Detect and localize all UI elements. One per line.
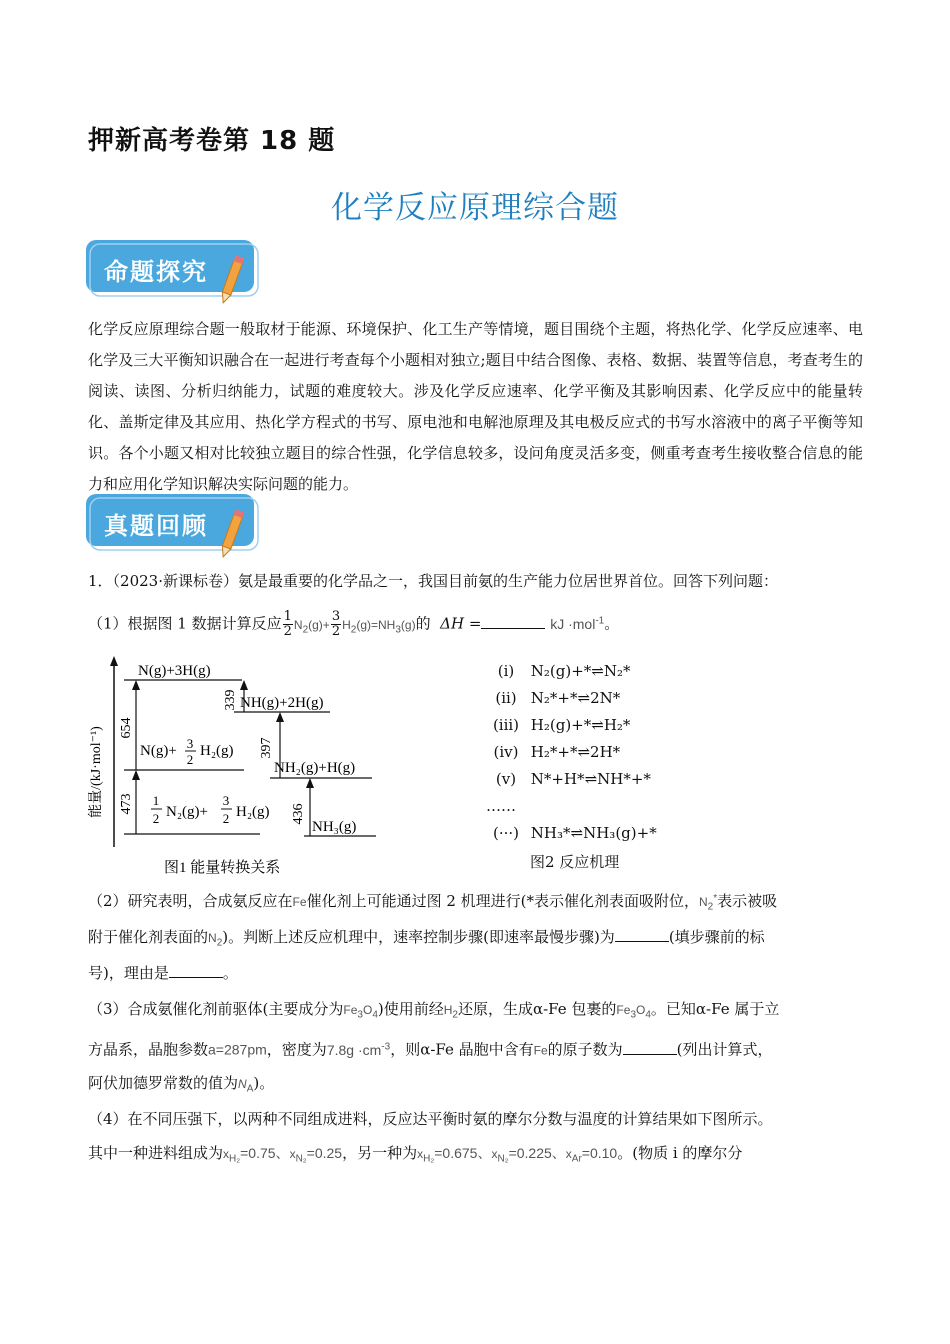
y-axis-label: 能量/(kJ·mol⁻¹) [89, 726, 104, 818]
question-4-line-1: （4）在不同压强下，以两种不同组成进料，反应达平衡时氨的摩尔分数与温度的计算结果如下图所示。 [88, 1110, 773, 1128]
unit-exponent: -1 [595, 615, 605, 626]
y-axis-arrow [110, 656, 118, 666]
figure-1-caption: 图1 能量转换关系 [164, 860, 281, 876]
question-3-line-1: （3）合成氨催化剂前驱体(主要成分为$Fe_3O_4$)使用前经$H_2$还原，生成α-Fe 包裹的$Fe_3O_4$。已知α-Fe 属于立 [88, 1000, 780, 1021]
energy-397: 397 [259, 737, 274, 759]
equals-sign: = [468, 614, 482, 633]
q1-prefix: （1）根据图 1 数据计算反应 [88, 614, 282, 633]
equilibrium-icon: ⇌ [577, 689, 591, 707]
question-2-line-3: 号)，理由是 。 [88, 958, 238, 988]
fraction-half: $\frac{1}{2}$ [283, 609, 292, 640]
mechanism-ellipsis: …… [486, 797, 516, 815]
question-1: （1）根据图 1 数据计算反应 $\frac{1}{2}$ $N_2(g)+$ $\frac{3}{2}$ $H_2(g)=NH_3(g)$的 ΔH = kJ ·mol$^{-1}$。 [88, 609, 620, 640]
answer-blank-3[interactable] [169, 961, 223, 978]
label-n-h2-b: H₂(g) [200, 743, 234, 759]
question-2-line-1: （2）研究表明，合成氨反应在Fe催化剂上可能通过图 2 机理进行(*表示催化剂表面吸附位，$N_2^*$表示被吸 [88, 892, 778, 913]
equilibrium-icon: ⇌ [570, 824, 584, 842]
energy-436: 436 [291, 803, 306, 825]
equilibrium-icon: ⇌ [577, 743, 591, 761]
q1-mid: 的 [415, 614, 431, 633]
equilibrium-icon: ⇌ [591, 662, 604, 680]
badge-label: 真题回顾 [104, 512, 208, 540]
mechanism-step: (···) NH₃*⇌NH₃(g)+* [492, 824, 657, 842]
delta-h-symbol: ΔH [440, 614, 465, 633]
question-4-line-2: 其中一种进料组成为$x_{H_2}=0.75$、$x_{N_2}=0.25$，另一种为$x_{H_2}=0.675$、$x_{N_2}=0.225$、$x_{Ar}=0.10$。(物质 i 的摩尔分 [88, 1144, 743, 1165]
section-badge-exploration [86, 238, 266, 308]
unit-label: kJ ·mol [550, 615, 596, 632]
label-n-3h: N(g)+3H(g) [138, 663, 211, 679]
svg-text:3: 3 [186, 736, 194, 751]
answer-blank-2[interactable] [615, 925, 669, 942]
answer-blank-1[interactable] [481, 612, 545, 629]
section-badge-review [86, 492, 266, 562]
svg-text:2: 2 [152, 811, 160, 826]
page-heading: 押新高考卷第 18 题 [88, 126, 336, 156]
equilibrium-icon: ⇌ [591, 716, 604, 734]
mechanism-step: (iv) H₂*+*⇌2H* [493, 743, 621, 761]
mechanism-step: (ii) N₂*+*⇌2N* [495, 689, 621, 707]
svg-text:3: 3 [222, 793, 230, 808]
page-title: 化学反应原理综合题 [331, 190, 619, 226]
label-nh3: NH₃(g) [312, 819, 357, 835]
badge-label: 命题探究 [104, 258, 208, 286]
label-nh-2h: NH(g)+2H(g) [240, 695, 324, 711]
q1-end: 。 [604, 614, 620, 633]
question-3-line-3: 阿伏加德罗常数的值为$N_A$)。 [88, 1074, 275, 1095]
mechanism-step: (v) N*+H*⇌NH*+* [495, 770, 651, 788]
svg-text:2: 2 [222, 811, 230, 826]
label-reactants-b: H₂(g) [236, 804, 270, 820]
figure-2-caption: 图2 反应机理 [530, 853, 620, 871]
svg-text:1: 1 [152, 793, 160, 808]
label-nh2-h: NH₂(g)+H(g) [274, 760, 356, 776]
question-3-line-2: 方晶系，晶胞参数a=287pm，密度为$7.8g \cdot cm^{-3}$，则α-Fe 晶胞中含有Fe的原子数为 (列出计算式， [88, 1032, 773, 1066]
figure-energy-diagram [84, 652, 384, 880]
energy-339: 339 [223, 689, 238, 711]
label-reactants-a: N₂(g)+ [166, 804, 209, 820]
label-n-h2-a: N(g)+ [140, 743, 177, 759]
equilibrium-icon: ⇌ [584, 770, 598, 788]
mechanism-step: (i) N₂(g)+*⇌N₂* [497, 662, 631, 680]
question-2-line-2: 附于催化剂表面的$N_2$)。判断上述反应机理中，速率控制步骤(即速率最慢步骤)为 (填步骤前的标 [88, 922, 765, 958]
energy-473: 473 [119, 793, 134, 815]
mechanism-step: (iii) H₂(g)+*⇌H₂* [492, 716, 631, 734]
question-intro: 1．（2023·新课标卷）氨是最重要的化学品之一，我国目前氨的生产能力位居世界首位。回答下列问题： [88, 572, 778, 590]
mechanism-list [486, 658, 657, 876]
fraction-three-halves: $\frac{3}{2}$ [331, 609, 341, 640]
svg-text:2: 2 [186, 752, 194, 767]
intro-paragraph: 化学反应原理综合题一般取材于能源、环境保护、化工生产等情境，题目围绕个主题，将热化学、化学反应速率、电化学及三大平衡知识融合在一起进行考查每个小题相对独立;题目中结合图像、表格、数据、装置等信息，考查考生的阅读、读图、分析归纳能力，试题的难度较大。涉及化学反应速率、化学平衡及其影响因素、化学反应中的能量转化、盖斯定律及其应用、热化学方程式的书写、原电池和电解池原理及其电极反应式的书写水溶液中的离子平衡等知识。各个小题又相对比较独立题目的综合性强，化学信息较多，设问角度灵活多变，侧重考查考生接收整合信息的能力和应用化学知识解决实际问题的能力。 [88, 320, 863, 493]
energy-654: 654 [119, 717, 134, 739]
answer-blank-4[interactable] [623, 1038, 677, 1055]
